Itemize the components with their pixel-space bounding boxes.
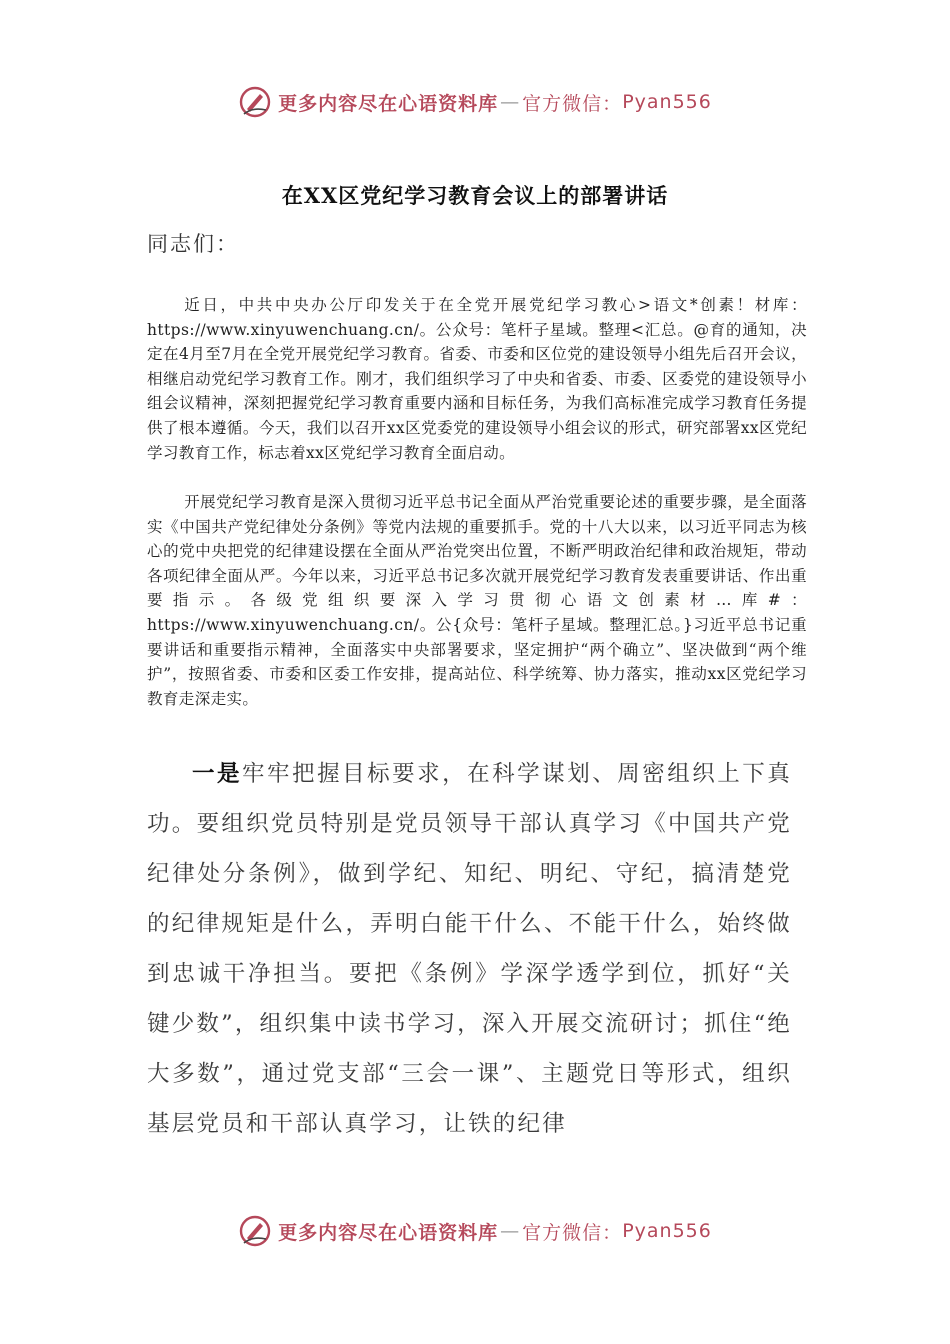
document-title: 在XX区党纪学习教育会议上的部署讲话 <box>281 183 669 208</box>
banner-dash: — <box>500 1220 521 1242</box>
pen-logo-icon <box>238 85 272 119</box>
banner-wechat-id: Pyan556 <box>622 91 712 113</box>
section-1-lead: 一是 <box>192 761 243 787</box>
paragraph-1: 近日，中共中央办公厅印发关于在全党开展党纪学习教心>语文*创素！材库：https://www.xinyuwenchuang.cn/。公众号：笔杆子星域。整理<汇总。@育的通知，决定在4月至7月在全党开展党纪学习教育。省委、市委和区位党的建设领导小组先后召开会议，相继启动党纪学习教育工作。刚才，我们组织学习了中央和省委、市委、区委党的建设领导小组会议精神，深刻把握党纪学习教育重要内涵和目标任务，为我们高标准完成学习教育任务提供了根本遵循。今天，我们以召开xx区党委党的建设领导小组会议的形式，研究部署xx区党纪学习教育工作，标志着xx区党纪学习教育全面启动。 <box>147 296 807 462</box>
banner-dash: — <box>500 91 521 113</box>
banner-main-text: 更多内容尽在心语资料库 <box>278 1221 499 1244</box>
banner-sub-text: 官方微信： <box>522 1221 623 1244</box>
banner-sub-text: 官方微信： <box>522 92 623 115</box>
paragraph-2: 开展党纪学习教育是深入贯彻习近平总书记全面从严治党重要论述的重要步骤，是全面落实《中国共产党纪律处分条例》等党内法规的重要抓手。党的十八大以来，以习近平同志为核心的党中央把党的纪律建设摆在全面从严治党突出位置，不断严明政治纪律和政治规矩，带动各项纪律全面从严。今年以来，习近平总书记多次就开展党纪学习教育发表重要讲话、作出重要指示。各级党组织要深入学习贯彻心语文创素材…库#：https://www.xinyuwenchuang.cn/。公{众号：笔杆子星域。整理汇总。}习近平总书记重要讲话和重要指示精神，全面落实中央部署要求，坚定拥护“两个确立”、坚决做到“两个维护”，按照省委、市委和区委工作安排，提高站位、科学统筹、协力落实，推动xx区党纪学习教育走深走实。 <box>147 493 807 708</box>
footer-banner <box>0 1211 950 1251</box>
paragraph-block <box>147 293 807 465</box>
section-1 <box>147 749 792 1149</box>
banner-wechat-id: Pyan556 <box>622 1220 712 1242</box>
greeting: 同志们： <box>147 232 239 256</box>
pen-logo-icon <box>238 1214 272 1248</box>
header-banner <box>0 82 950 122</box>
section-1-body: 牢牢把握目标要求，在科学谋划、周密组织上下真功。要组织党员特别是党员领导干部认真学习《中国共产党纪律处分条例》，做到学纪、知纪、明纪、守纪，搞清楚党的纪律规矩是什么，弄明白能干什么、不能干什么，始终做到忠诚干净担当。要把《条例》学深学透学到位，抓好“关键少数”，组织集中读书学习，深入开展交流研讨；抓住“绝大多数”，通过党支部“三会一课”、主题党日等形式，组织基层党员和干部认真学习，让铁的纪律 <box>147 761 792 1137</box>
banner-main-text: 更多内容尽在心语资料库 <box>278 92 499 115</box>
paragraph-block <box>147 490 807 711</box>
section-1-paragraph <box>147 749 792 1149</box>
